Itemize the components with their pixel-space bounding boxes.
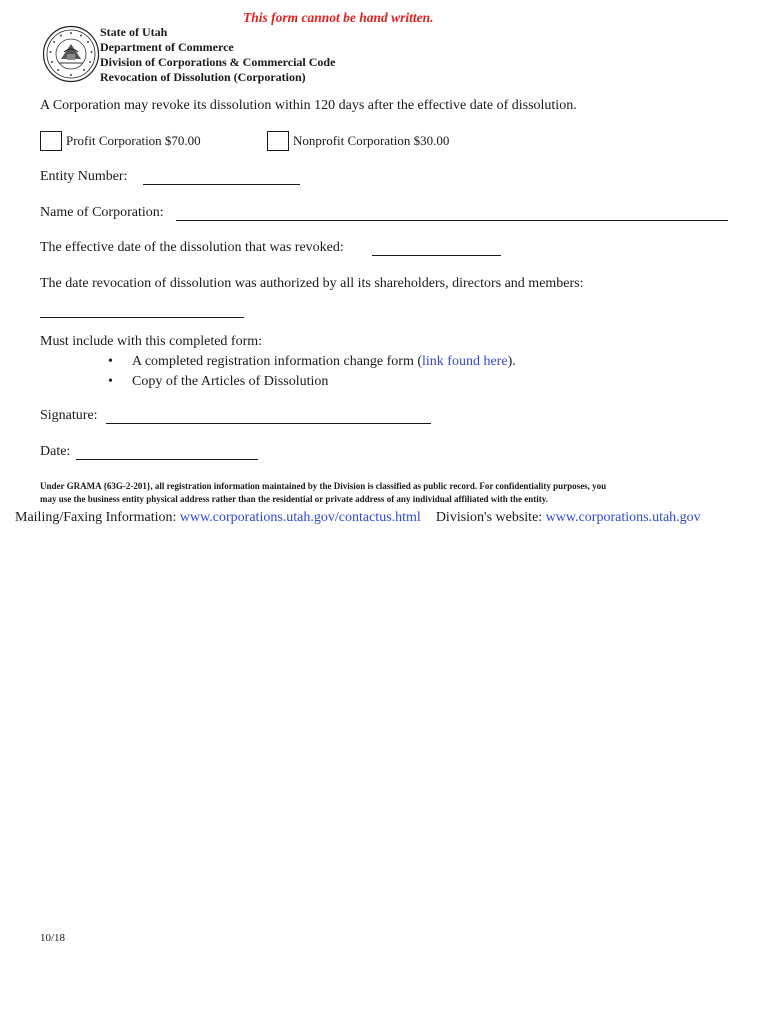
nonprofit-corporation-checkbox[interactable]	[267, 131, 289, 151]
list-item	[108, 372, 516, 392]
header-state: State of Utah	[100, 25, 168, 39]
date-label: Date:	[40, 444, 71, 459]
grama-line-1: Under GRAMA {63G-2-201}, all registration information maintained by the Division is classified as public record. For confidentiality purposes, you	[40, 481, 607, 491]
utah-state-seal-icon	[42, 25, 100, 83]
contact-us-link[interactable]: www.corporations.utah.gov/contactus.html	[179, 510, 421, 525]
bullet-icon: •	[108, 374, 113, 389]
include-item2: Copy of the Articles of Dissolution	[132, 374, 329, 389]
effective-date-field[interactable]	[372, 241, 501, 256]
include-item1-suffix: ).	[507, 354, 516, 369]
form-title: Revocation of Dissolution (Corporation)	[100, 70, 306, 84]
profit-corporation-checkbox[interactable]	[40, 131, 62, 151]
no-handwriting-warning: This form cannot be hand written.	[243, 10, 434, 25]
authorization-date-field[interactable]	[40, 303, 244, 318]
mailing-label: Mailing/Faxing Information:	[15, 510, 177, 525]
grama-notice	[40, 480, 606, 506]
include-heading: Must include with this completed form:	[40, 334, 263, 349]
effective-date-label: The effective date of the dissolution that was revoked:	[40, 240, 344, 255]
intro-text: A Corporation may revoke its dissolution within 120 days after the effective date of dissolution.	[40, 98, 577, 113]
entity-number-field[interactable]	[143, 170, 300, 185]
change-form-link[interactable]: link found here	[422, 354, 508, 369]
signature-field[interactable]	[106, 409, 431, 424]
form-version: 10/18	[40, 932, 66, 944]
entity-number-label: Entity Number:	[40, 169, 128, 184]
website-label: Division's website:	[435, 510, 543, 525]
profit-corporation-label: Profit Corporation $70.00	[66, 133, 201, 148]
list-item	[108, 352, 516, 372]
agency-header	[100, 25, 335, 85]
nonprofit-corporation-label: Nonprofit Corporation $30.00	[293, 133, 450, 148]
include-item1-prefix: A completed registration information change form (	[132, 354, 423, 369]
contact-footer	[15, 510, 701, 526]
grama-line-2: may use the business entity physical address rather than the residential or private address of any individual affiliated with the entity.	[40, 494, 548, 504]
include-list	[108, 352, 516, 392]
signature-label: Signature:	[40, 408, 98, 423]
division-website-link[interactable]: www.corporations.utah.gov	[545, 510, 701, 525]
header-department: Department of Commerce	[100, 40, 234, 54]
header-division: Division of Corporations & Commercial Code	[100, 55, 336, 69]
corporation-name-label: Name of Corporation:	[40, 205, 164, 220]
authorization-date-label: The date revocation of dissolution was authorized by all its shareholders, directors and members:	[40, 276, 584, 291]
bullet-icon: •	[108, 354, 113, 369]
date-field[interactable]	[76, 445, 258, 460]
corporation-name-field[interactable]	[176, 206, 728, 221]
